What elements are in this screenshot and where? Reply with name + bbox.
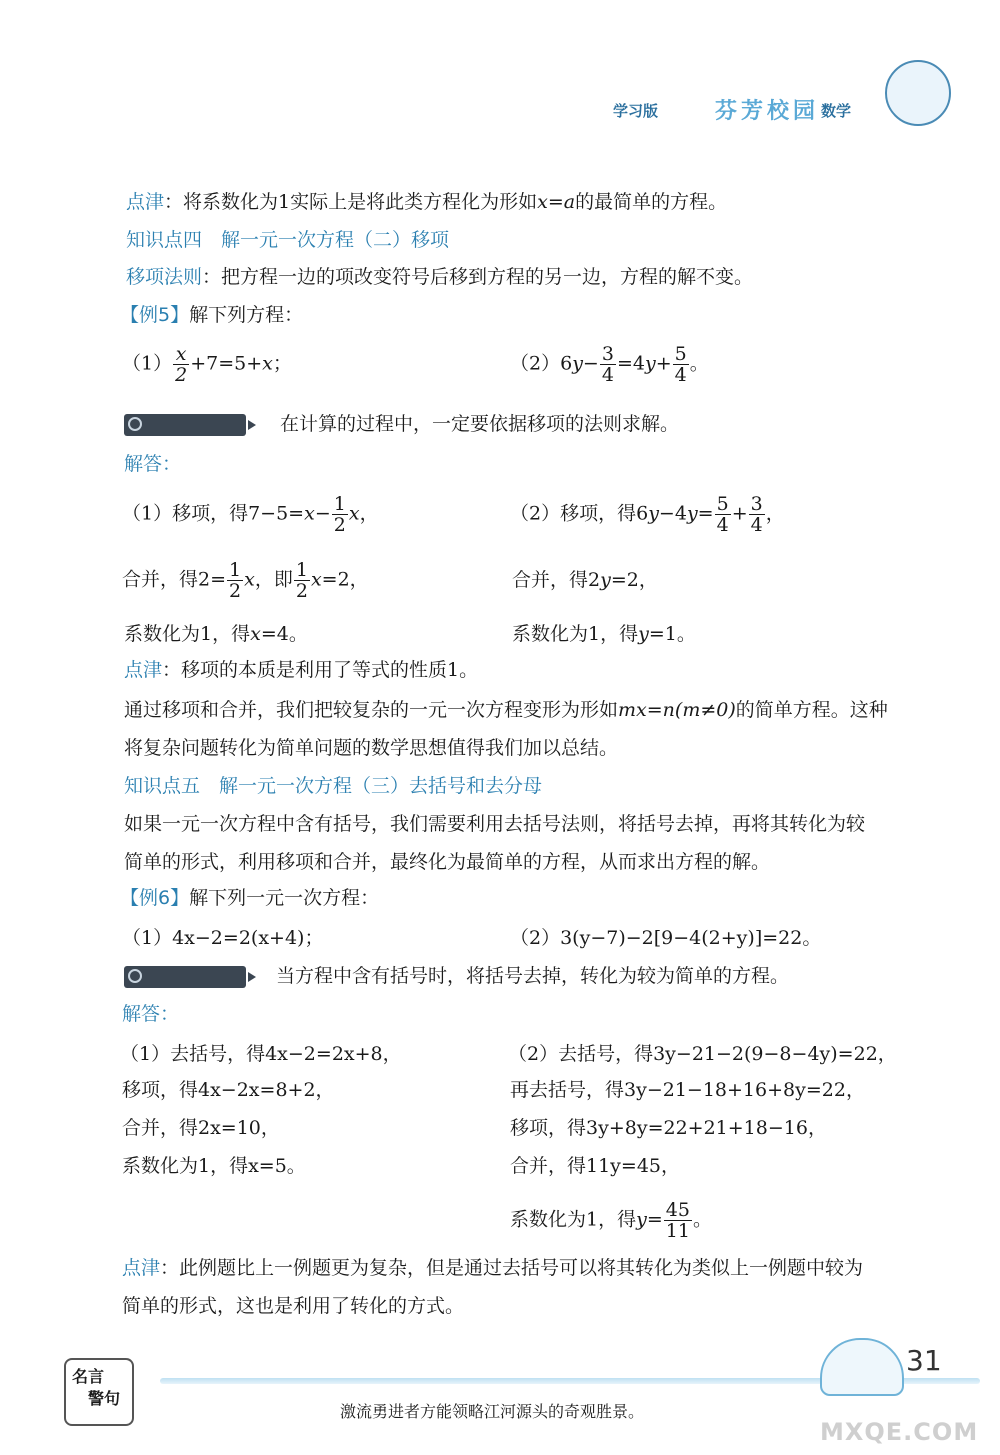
fraction-1-over-2: $\frac{1}{2}$ [295,559,308,602]
paragraph-2: 将复杂问题转化为简单问题的数学思想值得我们加以总结。 [124,737,619,759]
note-line-1 [126,190,727,214]
hint-5 [124,412,679,436]
example-6-problem-2: （2）3(y−7)−2[9−4(2+y)]=22。 [510,927,822,949]
example-5 [120,303,303,327]
girl-mascot-icon [885,60,951,126]
fraction-1-over-2: $\frac{1}{2}$ [229,559,242,602]
fraction-x-over-2: $\frac{x}{2}$ [175,343,188,386]
example-5-problem-1: （1） $\frac{x}{2}$ +7=5+x； [122,343,292,386]
answer-6-2-step-1: （2）去括号，得3y−21−2(9−8−4y)=22， [508,1043,897,1065]
rule-line [126,265,753,289]
example-5-text: 解下列方程： [189,304,304,326]
paragraph-1: 通过移项和合并，我们把较复杂的一元一次方程变形为形如mx=n(m≠0)的简单方程。这种 [124,699,888,721]
note-6: 点津：此例题比上一例题更为复杂，但是通过去括号可以将其转化为类似上一例题中较为 [122,1257,864,1279]
paragraph-4: 简单的形式，利用移项和合并，最终化为最简单的方程，从而求出方程的解。 [124,851,771,873]
answer-6-2-step-2: 再去括号，得3y−21−18+16+8y=22， [510,1079,865,1101]
example-5-label: 【例5】 [120,304,190,326]
quote-label-2: 警句 [88,1389,121,1408]
hint-6 [124,964,789,988]
fraction-3-over-4: $\frac{3}{4}$ [601,343,614,386]
knowledge-point-5: 知识点五 解一元一次方程（三）去括号和去分母 [124,775,543,797]
fraction-1-over-2: $\frac{1}{2}$ [333,493,346,536]
answer-6-1-step-3: 合并，得2x=10， [122,1117,280,1139]
header-series-art: 芬芳校园 [715,99,820,124]
note-equation: x=a [537,191,576,213]
fraction-3-over-4: $\frac{3}{4}$ [750,493,763,536]
answer-5-1-step-2: 合并，得2= $\frac{1}{2}$ x，即 $\frac{1}{2}$ x=2， [122,559,369,602]
header-subject: 数学 [821,102,852,120]
answer-6-2-step-4: 合并，得11y=45， [510,1155,681,1177]
note-6-line-2: 简单的形式，这也是利用了转化的方式。 [122,1295,465,1317]
hint-badge-icon [124,414,246,436]
example-5-problem-2: （2）6y− $\frac{3}{4}$ =4y+ $\frac{5}{4}$ 。 [510,343,709,386]
header [585,92,985,132]
knowledge-point-4: 知识点四 解一元一次方程（二）移项 [126,229,450,251]
footer [0,1330,1000,1455]
fraction-45-over-11: $\frac{45}{11}$ [665,1199,690,1242]
hint-6-text: 当方程中含有括号时，将括号去掉，转化为较为简单的方程。 [276,965,790,987]
answer-6-2-step-3: 移项，得3y+8y=22+21+18−16， [510,1117,827,1139]
answer-6-1-step-2: 移项，得4x−2x=8+2， [122,1079,335,1101]
snail-mascot-icon [820,1338,904,1396]
quote-label-box [64,1358,134,1426]
example-6-problem-1: （1）4x−2=2(x+4)； [122,927,324,949]
answer-label-5: 解答： [124,453,182,475]
hint-badge-icon [124,966,246,988]
note-label: 点津 [126,191,165,213]
hint-5-text: 在计算的过程中，一定要依据移项的法则求解。 [280,413,680,435]
quote-text: 激流勇进者方能领略江河源头的奇观胜景。 [340,1402,645,1421]
answer-5-1-step-3: 系数化为1，得x=4。 [124,623,308,645]
quote-label-1: 名言 [72,1367,105,1386]
answer-5-2-step-1: （2）移项，得6y−4y= $\frac{5}{4}$ + $\frac{3}{4}$ ， [510,493,785,536]
note-5: 点津：移项的本质是利用了等式的性质1。 [124,659,479,681]
page-number: 31 [906,1344,942,1377]
answer-5-2-step-3: 系数化为1，得y=1。 [512,623,696,645]
header-edition: 学习版 [613,102,659,120]
fraction-5-over-4: $\frac{5}{4}$ [674,343,687,386]
answer-6-2-step-5: 系数化为1，得y= $\frac{45}{11}$ 。 [510,1199,712,1242]
rule-text: ：把方程一边的项改变符号后移到方程的另一边，方程的解不变。 [202,266,754,288]
fraction-5-over-4: $\frac{5}{4}$ [716,493,729,536]
rule-label: 移项法则 [126,266,203,288]
watermark: MXQE.COM [820,1418,979,1446]
answer-label-6: 解答： [122,1003,180,1025]
answer-6-1-step-1: （1）去括号，得4x−2=2x+8， [120,1043,402,1065]
answer-6-1-step-4: 系数化为1，得x=5。 [122,1155,306,1177]
note-text: ：将系数化为1实际上是将此类方程化为形如 [164,191,538,213]
note-tail: 的最简单的方程。 [575,191,728,213]
paragraph-3: 如果一元一次方程中含有括号，我们需要利用去括号法则，将括号去掉，再将其转化为较 [124,813,866,835]
answer-5-1-step-1: （1）移项，得7−5=x− $\frac{1}{2}$ x， [122,493,379,536]
answer-5-2-step-2: 合并，得2y=2， [512,569,658,591]
example-6: 【例6】解下列一元一次方程： [120,887,380,909]
